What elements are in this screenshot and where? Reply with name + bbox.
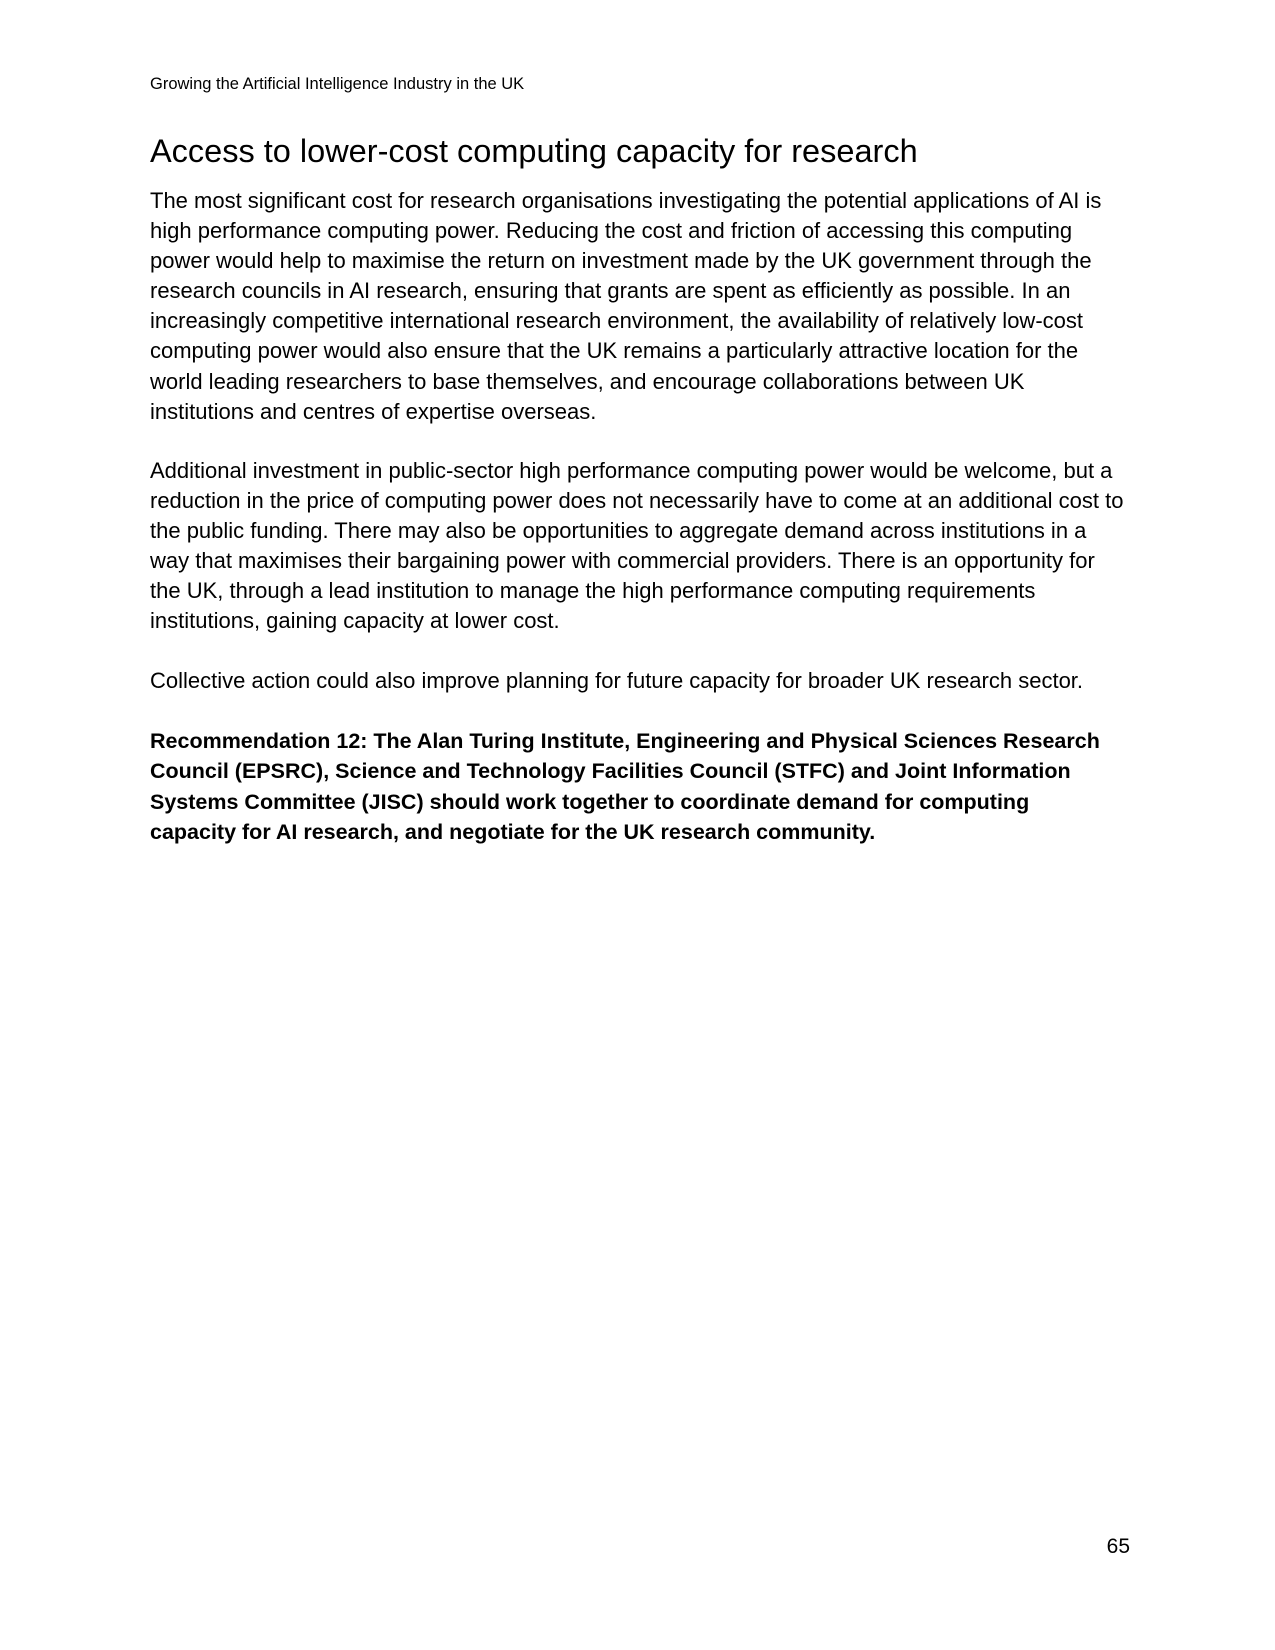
recommendation-12: Recommendation 12: The Alan Turing Institute, Engineering and Physical Sciences Research Council (EPSRC), Science and Technology Facilities Council (STFC) and Joint Information Systems Committee (JISC) should work together to coordinate demand for computing capacity for AI research, and negotiate for the UK research community. bbox=[150, 729, 1100, 844]
running-header: Growing the Artificial Intelligence Industry in the UK bbox=[150, 75, 525, 93]
page-number: 65 bbox=[1106, 1535, 1130, 1558]
body-paragraph-2: Additional investment in public-sector high performance computing power would be welcome, but a reduction in the price of computing power does not necessarily have to come at an additional cost to the public funding. There may also be opportunities to aggregate demand across institutions in a way that maximises their bargaining power with commercial providers. There is an opportunity for the UK, through a lead institution to manage the high performance computing requirements institutions, gaining capacity at lower cost. bbox=[150, 458, 1124, 634]
body-paragraph-1: The most significant cost for research organisations investigating the potential applications of AI is high performance computing power. Reducing the cost and friction of accessing this computing power would help to maximise the return on investment made by the UK government through the research councils in AI research, ensuring that grants are spent as efficiently as possible. In an increasingly competitive international research environment, the availability of relatively low-cost computing power would also ensure that the UK remains a particularly attractive location for the world leading researchers to base themselves, and encourage collaborations between UK institutions and centres of expertise overseas. bbox=[150, 188, 1102, 424]
body-paragraph-3: Collective action could also improve planning for future capacity for broader UK research sector. bbox=[150, 668, 1084, 693]
section-title: Access to lower-cost computing capacity for research bbox=[150, 133, 918, 169]
